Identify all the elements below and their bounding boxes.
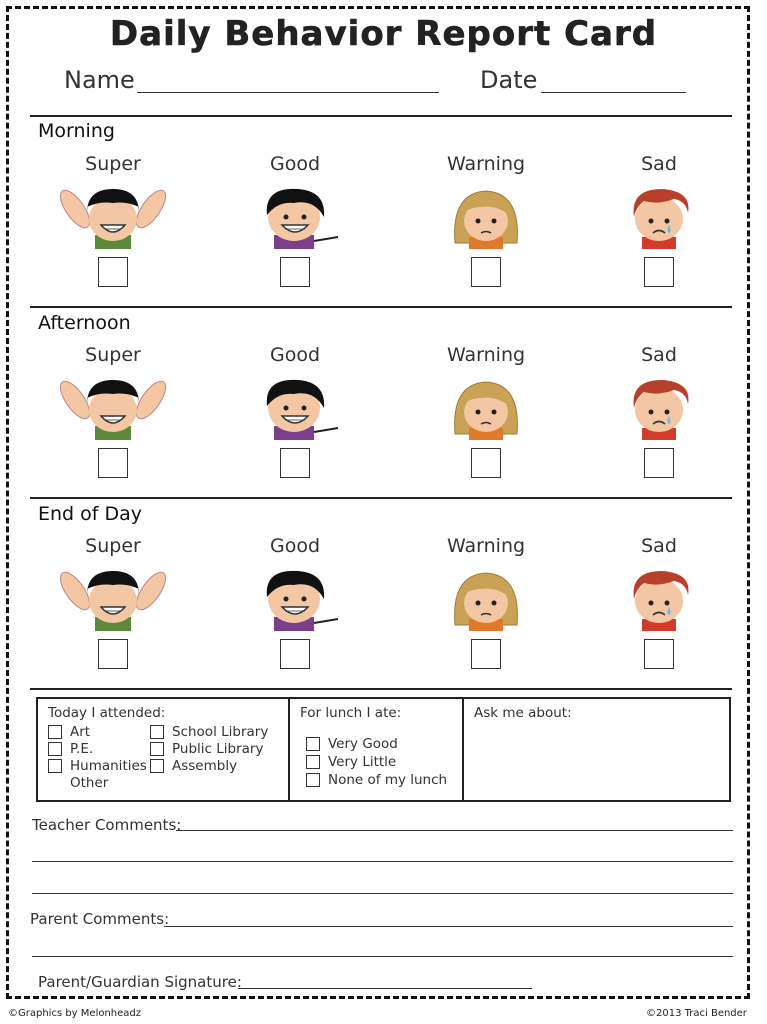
checkbox-good[interactable] (280, 448, 310, 478)
rating-label-sad: Sad (641, 344, 677, 366)
rating-label-sad: Sad (641, 535, 677, 557)
good-face-icon (220, 374, 370, 440)
checkbox-icon (150, 759, 164, 773)
checkbox-icon (306, 755, 320, 769)
rating-label-super: Super (85, 153, 141, 175)
checkbox-label: P.E. (70, 741, 94, 757)
checkbox-icon (150, 725, 164, 739)
warning-face-icon (411, 183, 561, 249)
checkbox-icon (306, 773, 320, 787)
checkbox-label: Very Good (328, 736, 398, 752)
checkbox-sad[interactable] (644, 257, 674, 287)
rating-option-good (220, 344, 370, 478)
checkbox-icon (150, 742, 164, 756)
checkbox-warning[interactable] (471, 448, 501, 478)
checkbox-label: Other (70, 775, 109, 791)
checkbox-super[interactable] (98, 257, 128, 287)
rating-label-good: Good (269, 153, 321, 175)
rating-row-end-of-day (0, 535, 767, 695)
warning-face-icon (411, 374, 561, 440)
ask-cell[interactable] (462, 699, 731, 800)
page-title: Daily Behavior Report Card (109, 14, 658, 54)
checkbox-art[interactable] (48, 724, 90, 740)
checkbox-warning[interactable] (471, 257, 501, 287)
checkbox-label: Public Library (172, 741, 264, 757)
checkbox-public-library[interactable] (150, 741, 263, 757)
parent-comments-label: Parent Comments: (30, 910, 170, 928)
date-field[interactable] (541, 80, 686, 93)
checkbox-other[interactable] (48, 775, 108, 791)
checkbox-very-good[interactable] (306, 736, 398, 752)
parent-comments-line[interactable] (164, 914, 733, 927)
checkbox-icon (48, 759, 62, 773)
rating-option-warning (411, 535, 561, 669)
good-face-icon (220, 183, 370, 249)
name-label: Name (64, 66, 135, 94)
checkbox-assembly[interactable] (150, 758, 237, 774)
sad-face-icon (584, 565, 734, 631)
lunch-heading: For lunch I ate: (300, 705, 402, 721)
checkbox-icon (48, 725, 62, 739)
rating-option-sad (584, 344, 734, 478)
section-label-end-of-day: End of Day (38, 503, 143, 525)
rating-option-warning (411, 344, 561, 478)
parent-comments-line[interactable] (32, 944, 733, 957)
rating-option-super (38, 344, 188, 478)
rating-option-good (220, 153, 370, 287)
ask-heading: Ask me about: (474, 705, 572, 721)
signature-label: Parent/Guardian Signature: (38, 973, 242, 991)
rating-option-sad (584, 535, 734, 669)
checkbox-humanities[interactable] (48, 758, 147, 774)
checkbox-label: Assembly (172, 758, 238, 774)
rating-label-warning: Warning (446, 344, 526, 366)
rating-option-sad (584, 153, 734, 287)
rating-label-warning: Warning (446, 535, 526, 557)
rating-row-morning (0, 153, 767, 313)
section-label-morning: Morning (38, 120, 115, 142)
rating-label-good: Good (269, 535, 321, 557)
checkbox-pe[interactable] (48, 741, 93, 757)
checkbox-school-library[interactable] (150, 724, 268, 740)
divider (30, 115, 732, 117)
teacher-comments-label: Teacher Comments: (32, 816, 182, 834)
good-face-icon (220, 565, 370, 631)
checkbox-super[interactable] (98, 448, 128, 478)
checkbox-good[interactable] (280, 639, 310, 669)
rating-label-sad: Sad (641, 153, 677, 175)
rating-option-super (38, 153, 188, 287)
signature-line[interactable] (238, 976, 532, 989)
teacher-comments-line[interactable] (32, 881, 733, 894)
checkbox-very-little[interactable] (306, 754, 396, 770)
rating-label-super: Super (85, 535, 141, 557)
date-label: Date (480, 66, 538, 94)
rating-option-super (38, 535, 188, 669)
checkbox-label: None of my lunch (328, 772, 448, 788)
rating-option-warning (411, 153, 561, 287)
lunch-cell (288, 699, 462, 800)
checkbox-icon (48, 742, 62, 756)
super-face-icon (38, 565, 188, 631)
checkbox-sad[interactable] (644, 639, 674, 669)
rating-option-good (220, 535, 370, 669)
checkbox-warning[interactable] (471, 639, 501, 669)
checkbox-good[interactable] (280, 257, 310, 287)
checkbox-label: Very Little (328, 754, 397, 770)
sad-face-icon (584, 374, 734, 440)
footer-credit-right: ©2013 Traci Bender (646, 1008, 747, 1019)
info-box (36, 697, 731, 802)
checkbox-label: Humanities (70, 758, 147, 774)
rating-label-warning: Warning (446, 153, 526, 175)
warning-face-icon (411, 565, 561, 631)
checkbox-label: School Library (172, 724, 269, 740)
checkbox-none-of-lunch[interactable] (306, 772, 447, 788)
teacher-comments-line[interactable] (32, 849, 733, 862)
checkbox-label: Art (70, 724, 91, 740)
name-field[interactable] (137, 80, 439, 93)
section-label-afternoon: Afternoon (38, 312, 131, 334)
attended-heading: Today I attended: (48, 705, 166, 721)
teacher-comments-line[interactable] (176, 818, 733, 831)
rating-label-good: Good (269, 344, 321, 366)
super-face-icon (38, 183, 188, 249)
checkbox-icon (306, 737, 320, 751)
rating-label-super: Super (85, 344, 141, 366)
sad-face-icon (584, 183, 734, 249)
rating-row-afternoon (0, 344, 767, 504)
attended-cell (38, 699, 288, 800)
super-face-icon (38, 374, 188, 440)
checkbox-super[interactable] (98, 639, 128, 669)
checkbox-sad[interactable] (644, 448, 674, 478)
footer-credit-left: ©Graphics by Melonheadz (8, 1008, 142, 1019)
